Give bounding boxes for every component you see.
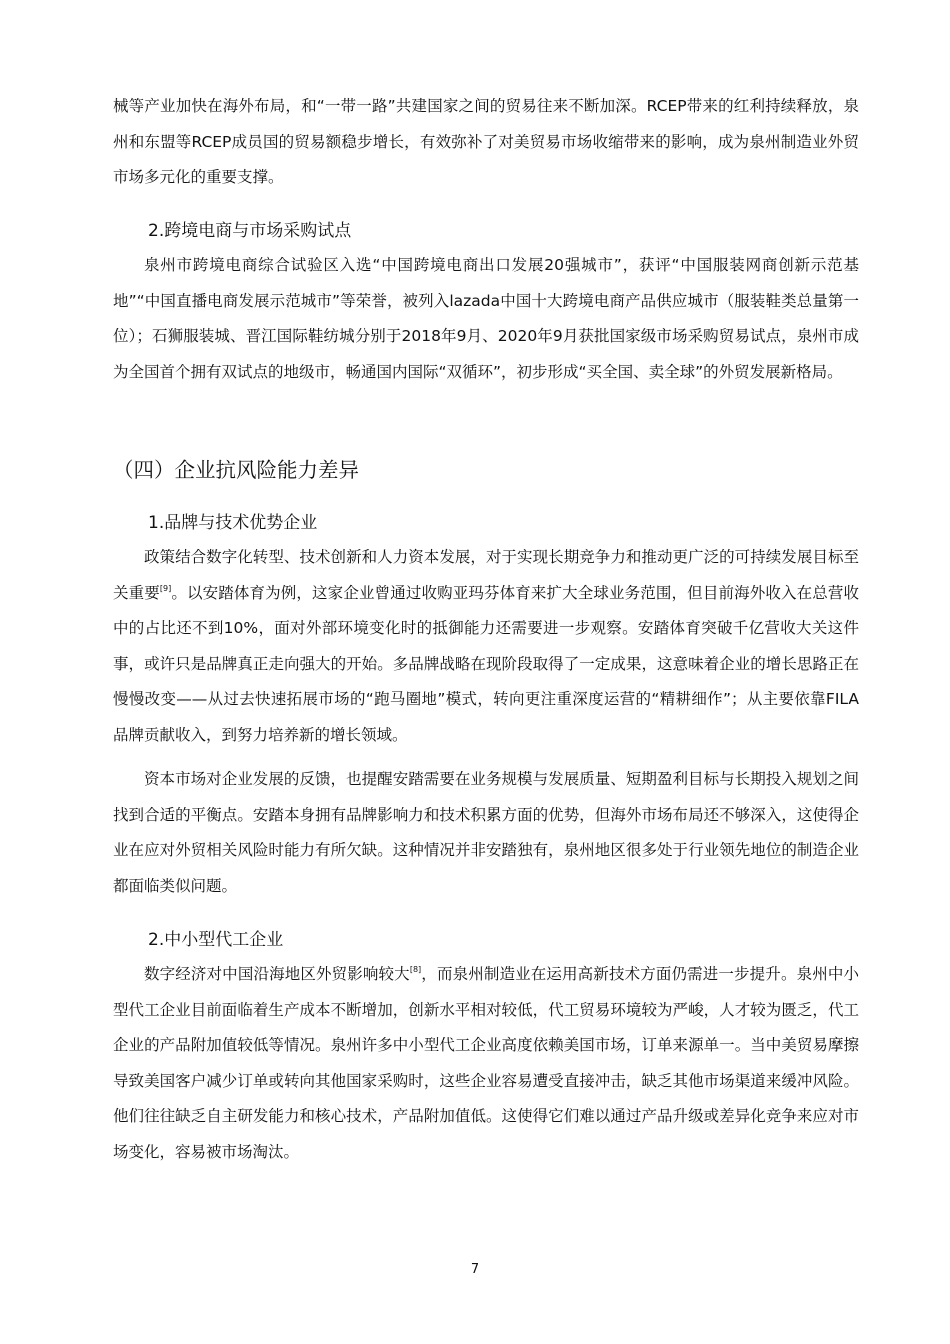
paragraph-intro: 械等产业加快在海外布局，和“一带一路”共建国家之间的贸易往来不断加深。RCEP带来的红利持续释放，泉州和东盟等RCEP成员国的贸易额稳步增长，有效弥补了对美贸易市场收缩带来的影响，成为泉州制造业外贸市场多元化的重要支撑。 <box>113 97 859 186</box>
paragraph-brand-2: 资本市场对企业发展的反馈，也提醒安踏需要在业务规模与发展质量、短期盈利目标与长期投入规划之间找到合适的平衡点。安踏本身拥有品牌影响力和技术积累方面的优势，但海外市场布局还不够深入，这使得企业在应对外贸相关风险时能力有所欠缺。这种情况并非安踏独有，泉州地区很多处于行业领先地位的制造企业都面临类似问题。 <box>113 770 859 895</box>
paragraph-brand-1 <box>113 540 859 753</box>
section-heading-4: （四）企业抗风险能力差异 <box>113 458 359 482</box>
subheading-cross-border: 2.跨境电商与市场采购试点 <box>148 221 352 241</box>
paragraph-sme-part-a: 数字经济对中国沿海地区外贸影响较大 <box>144 965 410 983</box>
citation-9: [9] <box>159 583 172 593</box>
paragraph-sme <box>113 957 859 1170</box>
citation-8: [8] <box>409 965 422 974</box>
paragraph-sme-part-b: ，而泉州制造业在运用高新技术方面仍需进一步提升。泉州中小型代工企业目前面临着生产成本不断增加，创新水平相对较低，代工贸易环境较为严峻，人才较为匮乏，代工企业的产品附加值较低等情况。泉州许多中小型代工企业高度依赖美国市场，订单来源单一。当中美贸易摩擦导致美国客户减少订单或转向其他国家采购时，这些企业容易遭受直接冲击，缺乏其他市场渠道来缓冲风险。他们往往缺乏自主研发能力和核心技术，产品附加值低。这使得它们难以通过产品升级或差异化竞争来应对市场变化，容易被市场淘汰。 <box>113 965 859 1161</box>
paragraph-cross-border: 泉州市跨境电商综合试验区入选“中国跨境电商出口发展20强城市”，获评“中国服装网商创新示范基地”“中国直播电商发展示范城市”等荣誉，被列入lazada中国十大跨境电商产品供应城市（服装鞋类总量第一位）；石狮服装城、晋江国际鞋纺城分别于2018年9月、2020年9月获批国家级市场采购贸易试点，泉州市成为全国首个拥有双试点的地级市，畅通国内国际“双循环”，初步形成“买全国、卖全球”的外贸发展新格局。 <box>113 256 859 381</box>
page-number: 7 <box>470 1262 480 1277</box>
paragraph-brand-1-part-a: 政策结合数字化转型、技术创新和人力资本发展，对于实现长期竞争力和推动更广泛的可持续发展目标至关重要 <box>113 548 859 602</box>
subheading-brand: 1.品牌与技术优势企业 <box>148 513 318 533</box>
subheading-sme: 2.中小型代工企业 <box>148 930 284 950</box>
paragraph-brand-1-part-b: 。以安踏体育为例，这家企业曾通过收购亚玛芬体育来扩大全球业务范围，但目前海外收入在总营收中的占比还不到10%，面对外部环境变化时的抵御能力还需要进一步观察。安踏体育突破千亿营收大关这件事，或许只是品牌真正走向强大的开始。多品牌战略在现阶段取得了一定成果，这意味着企业的增长思路正在慢慢改变——从过去快速拓展市场的“跑马圈地”模式，转向更注重深度运营的“精耕细作”；从主要依靠FILA品牌贡献收入，到努力培养新的增长领域。 <box>113 583 859 744</box>
